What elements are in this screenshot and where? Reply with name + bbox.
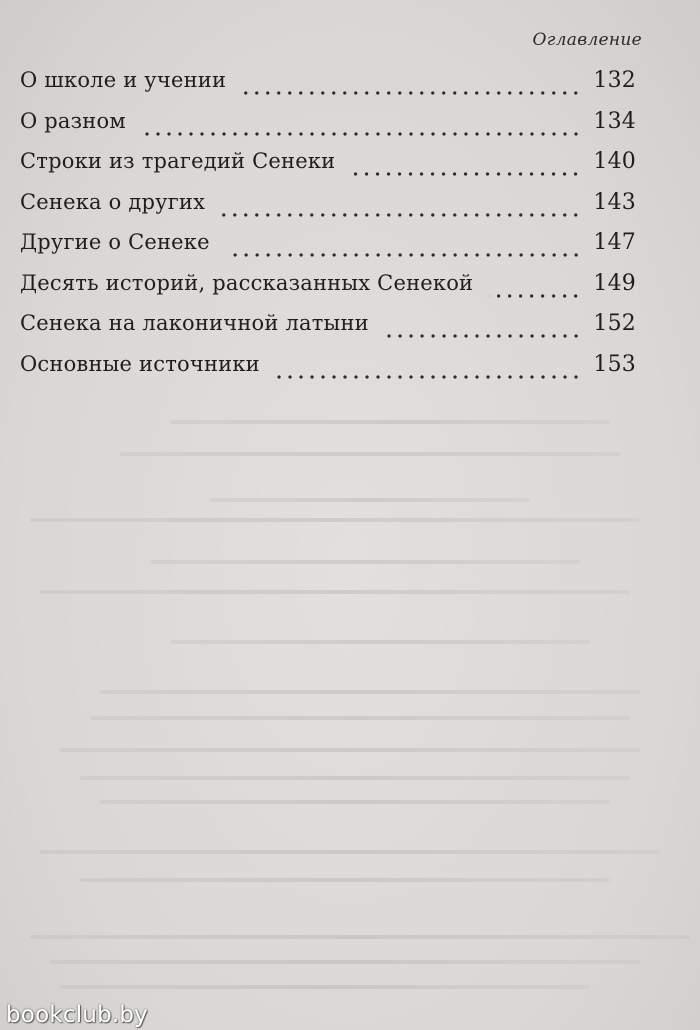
dot-leader xyxy=(242,91,581,95)
table-of-contents xyxy=(20,68,636,392)
toc-entry-title: Основные источники xyxy=(20,351,260,376)
dot-leader xyxy=(385,334,582,338)
dot-leader xyxy=(351,172,581,176)
dot-leader xyxy=(276,375,582,379)
toc-entry xyxy=(20,109,636,150)
toc-entry-page: 140 xyxy=(593,149,636,174)
toc-entry-page: 134 xyxy=(593,108,636,134)
toc-entry-title: Другие о Сенеке xyxy=(20,230,210,254)
toc-entry xyxy=(20,311,636,352)
toc-entry-title: О разном xyxy=(20,108,126,133)
toc-entry-title: Сенека о других xyxy=(20,189,206,214)
dot-leader xyxy=(489,294,581,298)
toc-entry-title: Сенека на лаконичной латыни xyxy=(20,311,369,335)
toc-entry xyxy=(20,230,636,271)
watermark-logo: bookclub.by xyxy=(6,1002,148,1028)
toc-entry xyxy=(20,149,636,190)
toc-entry-title: Строки из трагедий Сенеки xyxy=(20,149,336,173)
toc-entry-page: 152 xyxy=(593,311,636,336)
toc-entry-page: 143 xyxy=(593,189,636,215)
toc-entry-title: Десять историй, рассказанных Сенекой xyxy=(20,270,474,295)
toc-entry-title: О школе и учении xyxy=(20,68,227,92)
toc-entry-page: 132 xyxy=(593,68,636,93)
toc-entry xyxy=(20,68,636,109)
running-head: Оглавление xyxy=(532,30,642,50)
toc-entry-page: 153 xyxy=(593,351,636,377)
toc-entry-page: 147 xyxy=(593,230,636,255)
dot-leader xyxy=(142,132,582,136)
toc-entry-page: 149 xyxy=(593,270,636,296)
toc-entry xyxy=(20,352,636,393)
dot-leader xyxy=(226,253,582,257)
toc-entry xyxy=(20,190,636,231)
toc-entry xyxy=(20,271,636,312)
dot-leader xyxy=(221,213,581,217)
